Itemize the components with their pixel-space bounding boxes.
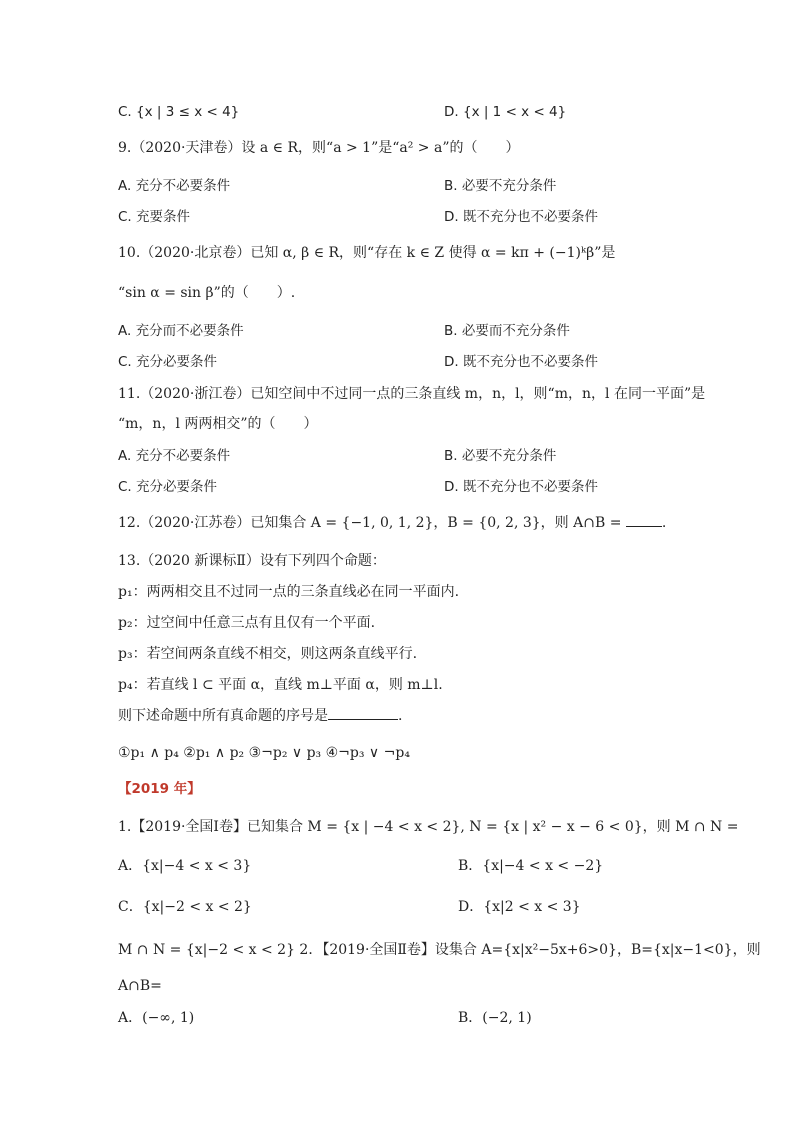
proposition-p4: p₄：若直线 l ⊂ 平面 α，直线 m⊥平面 α，则 m⊥l.	[118, 677, 443, 693]
question-11: 11.（2020·浙江卷）已知空间中不过同一点的三条直线 m，n，l，则“m，n，l 在同一平面”是	[118, 386, 706, 402]
question-13-options: ①p₁ ∧ p₄ ②p₁ ∧ p₂ ③¬p₂ ∨ p₃ ④¬p₃ ∨ ¬p₄	[118, 745, 410, 761]
q9-option-d: D. 既不充分也不必要条件	[444, 209, 598, 225]
y2-option-a: A．(−∞, 1)	[118, 1010, 195, 1026]
proposition-p3: p₃：若空间两条直线不相交，则这两条直线平行.	[118, 646, 418, 662]
question-2019-2: M ∩ N = {x|−2 < x < 2} 2．【2019·全国Ⅱ卷】设集合 A={x|x²−5x+6>0}，B={x|x−1<0}，则	[118, 942, 761, 958]
q11-option-a: A. 充分不必要条件	[118, 448, 231, 464]
q10-option-c: C. 充分必要条件	[118, 354, 218, 370]
q11-option-b: B. 必要不充分条件	[444, 448, 557, 464]
q9-option-a: A. 充分不必要条件	[118, 178, 231, 194]
q10-option-d: D. 既不充分也不必要条件	[444, 354, 598, 370]
y1-option-d: D．{x|2 < x < 3}	[458, 899, 581, 915]
proposition-p2: p₂：过空间中任意三点有且仅有一个平面.	[118, 615, 376, 631]
question-9: 9.（2020·天津卷）设 a ∈ R，则“a > 1”是“a² > a”的（ ）	[118, 140, 520, 156]
proposition-p1: p₁：两两相交且不过同一点的三条直线必在同一平面内.	[118, 584, 460, 600]
question-13-ask: 则下述命题中所有真命题的序号是 .	[118, 708, 403, 724]
question-10: 10.（2020·北京卷）已知 α, β ∈ R，则“存在 k ∈ Z 使得 α = kπ + (−1)ᵏβ”是	[118, 245, 616, 261]
q10-option-b: B. 必要而不充分条件	[444, 323, 570, 339]
y1-option-a: A．{x|−4 < x < 3}	[118, 858, 252, 874]
y1-option-b: B．{x|−4 < x < −2}	[458, 858, 604, 874]
question-12: 12.（2020·江苏卷）已知集合 A = {−1, 0, 1, 2}，B = {0, 2, 3}，则 A∩B = .	[118, 515, 667, 531]
y1-option-c: C．{x|−2 < x < 2}	[118, 899, 252, 915]
question-12-text: 12.（2020·江苏卷）已知集合 A = {−1, 0, 1, 2}，B = {0, 2, 3}，则 A∩B =	[118, 515, 626, 531]
question-13-ask-text: 则下述命题中所有真命题的序号是	[118, 708, 328, 724]
question-11-cont: “m，n，l 两两相交”的（ ）	[118, 416, 318, 432]
q11-option-c: C. 充分必要条件	[118, 479, 218, 495]
section-heading-2019: 【2019 年】	[118, 781, 201, 797]
q8-option-c: C. {x | 3 ≤ x < 4}	[118, 104, 240, 120]
question-10-cont: “sin α = sin β”的（ ）.	[118, 285, 296, 301]
q9-option-b: B. 必要不充分条件	[444, 178, 557, 194]
question-2019-1: 1.【2019·全国Ⅰ卷】已知集合 M = {x | −4 < x < 2}, N = {x | x² − x − 6 < 0}，则 M ∩ N =	[118, 819, 739, 835]
q9-option-c: C. 充要条件	[118, 209, 191, 225]
y2-option-b: B．(−2, 1)	[458, 1010, 532, 1026]
answer-blank	[626, 514, 662, 527]
q8-option-d: D. {x | 1 < x < 4}	[444, 104, 567, 120]
question-13: 13.（2020 新课标Ⅱ）设有下列四个命题：	[118, 553, 386, 569]
answer-blank	[328, 707, 398, 720]
q10-option-a: A. 充分而不必要条件	[118, 323, 244, 339]
q11-option-d: D. 既不充分也不必要条件	[444, 479, 598, 495]
question-2019-2-cont: A∩B=	[118, 978, 162, 994]
